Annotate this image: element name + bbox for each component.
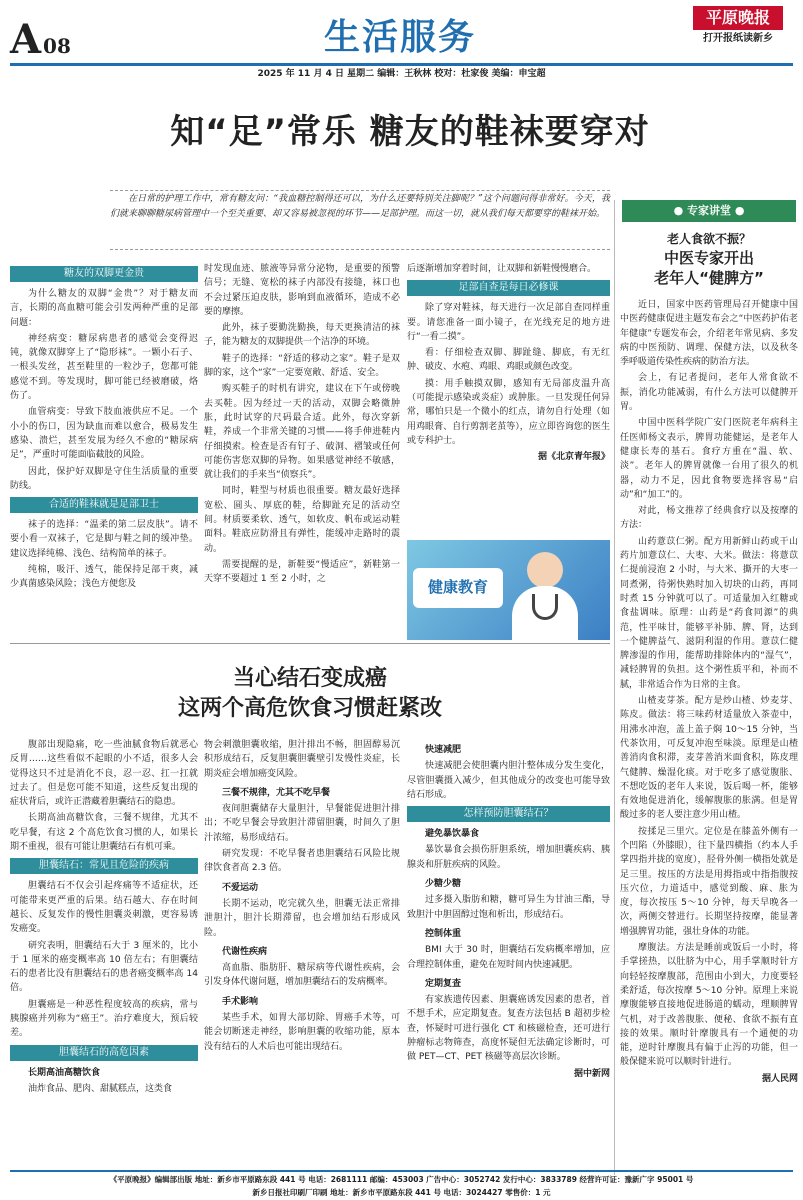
newspaper-logo bbox=[683, 6, 793, 56]
subheading: 少糖少糖 bbox=[425, 879, 462, 890]
page-num: 08 bbox=[43, 34, 71, 58]
article1-source: 据《北京青年报》 bbox=[537, 452, 610, 463]
paragraph: 油炸食品、肥肉、甜腻糕点，这类食 bbox=[28, 1083, 173, 1094]
footer-line2: 新乡日报社印刷厂印刷 地址：新乡市平原路东段 441 号 电话：3024427 零售价：1 元 bbox=[252, 1188, 551, 1197]
paragraph: 购买鞋子的时机有讲究，建议在下午或傍晚去买鞋。因为经过一天的活动，双脚会略微肿胀，此时试穿的尺码最合适。此外，每次穿新鞋，养成一个非常关键的习惯——将手伸进鞋内仔细摸索。检查是否有钉子、破洞、褶皱或任何可能伤害您双脚的异物。如果感觉神经不敏感，就让我们的手来当“侦察兵”。 bbox=[204, 384, 400, 481]
paragraph: 需要提醒的是，新鞋要“慢适应”，新鞋第一天穿不要超过 1 至 2 小时，之 bbox=[204, 559, 400, 585]
sidebar-para: 近日，国家中医药管理局召开健康中国中医药健康促进主题发布会之“中医药护佑老年健康”专题发布会，介绍老年常见病、多发病的中医预防、调理、保健方法，以及秋冬季呼吸道传染性疾病的防治方法。 bbox=[620, 300, 798, 368]
footer-rule bbox=[10, 1170, 793, 1172]
section-header: 怎样预防胆囊结石？ bbox=[407, 806, 610, 822]
paragraph: 暴饮暴食会损伤肝胆系统，增加胆囊疾病、胰腺炎和肝脏疾病的风险。 bbox=[407, 845, 610, 870]
article2-title bbox=[90, 664, 530, 724]
paragraph: BMI 大于 30 时，胆囊结石发病概率增加，应合理控制体重，避免在短时间内快速减肥。 bbox=[407, 945, 610, 970]
subheading: 控制体重 bbox=[425, 928, 462, 939]
section-header: 合适的鞋袜就是足部卫士 bbox=[10, 497, 198, 513]
paragraph: 后逐渐增加穿着时间，让双脚和新鞋慢慢磨合。 bbox=[407, 264, 597, 274]
section-title: 生活服务 bbox=[323, 17, 476, 58]
dateline: 2025 年 11 月 4 日 星期二 编辑：王秋林 校对：杜家俊 美编：申宝超 bbox=[257, 69, 546, 79]
article2-title-line1: 当心结石变成癌 bbox=[232, 666, 387, 691]
sidebar-subtitle: 老人食欲不振？ bbox=[666, 232, 751, 246]
subheading: 长期高油高糖饮食 bbox=[28, 1067, 101, 1078]
paragraph: 胆囊结石不仅会引起疼痛等不适症状，还可能带来更严重的后果。结石越大、存在时间越长、反复发作的慢性胆囊炎刺激，更容易诱发癌变。 bbox=[10, 881, 198, 935]
subheading: 代谢性疾病 bbox=[222, 946, 268, 957]
article2-col1 bbox=[10, 738, 198, 1166]
paragraph: 血管病变：导致下肢血液供应不足。一个小小的伤口，因为缺血而难以愈合，极易发生感染、溃烂，甚至发展为经久不愈的“糖尿病足”，严重时可能面临截肢的风险。 bbox=[10, 407, 198, 461]
lead-text: 在日常的护理工作中，常有糖友问：“我血糖控制得还可以，为什么还要特别关注脚呢？”这个问题问得非常好。今天，我们就来聊聊糖尿病管理中一个至关重要、却又容易被忽视的环节——足部护理。而这一切，就从我们每天都要穿的鞋袜开始。 bbox=[110, 194, 610, 219]
sidebar-para: 摩腹法。方法是睡前或饭后一小时，将手掌搓热，以肚脐为中心，用手掌顺时针方向轻轻按摩腹部，范围由小到大，力度要轻柔舒适，每次按摩 5～10 分钟。原理上来说摩腹能够直接地促进肠道的蠕动，理顺脾胃气机，对于改善腹胀、便秘、食欲不振有直接的效果。顺时针摩腹具有一个通便的功能，逆时针摩腹具有偏于止泻的功能，但一般保健来说可以顺时针进行。 bbox=[620, 943, 798, 1068]
section-letter: A bbox=[10, 16, 42, 63]
paragraph: 过多摄入脂肪和糖，糖可异生为甘油三酯，导致胆汁中胆固醇过饱和析出，形成结石。 bbox=[407, 895, 610, 920]
article1-col3 bbox=[407, 262, 610, 532]
subheading: 避免暴饮暴食 bbox=[425, 829, 480, 840]
page-number bbox=[10, 16, 71, 63]
sidebar-title1: 中医专家开出 bbox=[663, 249, 754, 267]
logo-slogan: 打开报纸读新乡 bbox=[703, 33, 773, 44]
section-header: 足部自查是每日必修课 bbox=[407, 280, 610, 296]
subheading: 手术影响 bbox=[222, 996, 259, 1007]
section-header: 糖友的双脚更金贵 bbox=[10, 266, 198, 282]
paragraph: 神经病变：糖尿病患者的感觉会变得迟钝，就像双脚穿上了“隐形袜”。一颗小石子、一根头发丝，甚至鞋里的一粒沙子，您都可能感觉不到。等发现时，脚可能已经被磨破，烙伤了。 bbox=[10, 333, 198, 402]
subheading: 定期复查 bbox=[425, 978, 462, 989]
header-rule bbox=[10, 63, 793, 66]
paragraph: 除了穿对鞋袜，每天进行一次足部自查同样重要。请您准备一面小镜子，在光线充足的地方进行“一看二摸”。 bbox=[407, 303, 610, 342]
stethoscope bbox=[532, 594, 558, 620]
sidebar-title2: 老年人“健脾方” bbox=[654, 269, 764, 287]
section-rule bbox=[10, 643, 610, 644]
article1-lead bbox=[110, 190, 610, 250]
sidebar-para: 对此，杨文推荐了经典食疗以及按摩的方法： bbox=[620, 506, 798, 531]
article1-col1 bbox=[10, 262, 198, 607]
paragraph: 时发现血迹、脓液等异常分泌物，是重要的预警信号；无缝、宽松的袜子内部没有接缝，袜口也不会过紧压迫皮肤，影响到血液循环，造成不必要的摩擦。 bbox=[204, 264, 400, 317]
subheading: 三餐不规律，尤其不吃早餐 bbox=[222, 787, 331, 798]
article2-col3 bbox=[407, 738, 610, 1166]
sidebar-badge: ● 专家讲堂 ● bbox=[622, 200, 796, 222]
logo-text: 平原晚报 bbox=[693, 6, 783, 30]
paragraph: 快速减肥会使胆囊内胆汁整体成分发生变化，尽管胆囊摄入减少，但其他成分的改变也可能导致结石形成。 bbox=[407, 761, 610, 800]
paragraph: 研究发现：不吃早餐者患胆囊结石风险比规律饮食者高 2.3 倍。 bbox=[204, 849, 400, 874]
subheading: 快速减肥 bbox=[425, 745, 462, 755]
page-header bbox=[0, 0, 803, 82]
paragraph: 某些手术，如胃大部切除、胃癌手术等，可能会切断迷走神经，影响胆囊的收缩功能，原本没有结石的人术后也可能出现结石。 bbox=[204, 1013, 400, 1052]
article1-col2 bbox=[204, 262, 400, 637]
paragraph: 胆囊癌是一种恶性程度较高的疾病，常与胰腺癌并列称为“癌王”。治疗难度大，预后较差。 bbox=[10, 999, 198, 1039]
paragraph: 高血脂、脂肪肝、糖尿病等代谢性疾病，会引发身体代谢问题，增加胆囊结石的发病概率。 bbox=[204, 963, 400, 988]
article2-col2 bbox=[204, 738, 400, 1166]
footer-line1: 《平原晚报》编辑部出版 地址：新乡市平原路东段 441 号 电话：2681111 邮编：453003 广告中心：3052742 发行中心：3833789 经营许可证：豫新广字 95001 号 bbox=[109, 1175, 694, 1184]
sidebar-divider bbox=[614, 200, 615, 1175]
image-label: 健康教育 bbox=[427, 578, 488, 596]
health-education-image bbox=[407, 540, 610, 640]
paragraph: 纯棉，吸汗、透气，能保持足部干爽，减少真菌感染风险；浅色方便您及 bbox=[10, 565, 198, 590]
sidebar-para: 会上，有记者提问，老年人常食欲不振，消化功能减弱，有什么方法可以健脾开胃。 bbox=[620, 373, 798, 413]
sidebar-para: 山楂麦芽茶。配方是炒山楂、炒麦芽、陈皮。做法：将三味药材适量放入茶壶中，用沸水冲泡，盖上盖子焖 10～15 分钟，当代茶饮用，可反复冲泡至味淡。原理是山楂善消肉食积滞，麦芽善消米面食积，陈皮理气健脾、燥湿化痰。对于吃多了感觉腹胀、不想吃饭的老年人来说，饭后喝一杯，能够有效地促进消化，缓解腹胀的胀满。但是胃酸过多的老人要注意少用山楂。 bbox=[620, 696, 798, 821]
paragraph: 此外，袜子要勤洗勤换，每天更换清洁的袜子，能为糖友的双脚提供一个洁净的环境。 bbox=[204, 323, 400, 348]
doctor-figure-head bbox=[527, 552, 563, 588]
section-header: 胆囊结石：常见且危险的疾病 bbox=[10, 858, 198, 874]
paragraph: 夜间胆囊储存大量胆汁，早餐能促进胆汁排出；不吃早餐会导致胆汁滞留胆囊，时间久了胆汁浓缩，易形成结石。 bbox=[204, 804, 400, 843]
paragraph: 长期高油高糖饮食，三餐不规律，尤其不吃早餐，有这 2 个高危饮食习惯的人，如果长期不重视，很有可能让胆囊结石有机可乘。 bbox=[10, 813, 198, 853]
paragraph: 摸：用手触摸双脚，感知有无局部皮温升高（可能提示感染或炎症）或肿胀。一旦发现任何异常，哪怕只是一个微小的红点，请勿自行处理（如用鸡眼膏、自行剪割老茧等），应立即咨询您的医生或专科护士。 bbox=[407, 378, 610, 446]
sidebar-para: 山药薏苡仁粥。配方用新鲜山药或干山药片加薏苡仁、大枣、大米。做法：将薏苡仁提前浸泡 2 小时，与大米、撕开的大枣一同煮粥，待粥快熟时加入切块的山药，再同时煮 15 分钟就可以了。可适量加入红糖或食盐调味。原理：山药是“药食同源”的典范，性平味甘，能够平补肺、脾、肾，达到一个健脾益气、滋阴利湿的作用。薏苡仁健脾渗湿的作用，能帮助排除体内的“湿气”，减轻脾胃的负担。这个粥性质平和，补而不腻，非常适合作为日常的主食。 bbox=[620, 536, 798, 690]
paragraph: 腹部出现隐痛，吃一些油腻食物后就恶心反胃……这些看似不起眼的小不适，很多人会觉得这只不过是消化不良，忍一忍、扛一扛就过去了。但是您可能不知道，这些反复出现的症状背后，或许正潜藏着胆囊结石的隐患。 bbox=[10, 740, 198, 808]
paragraph: 袜子的选择：“温柔的第二层皮肤”。请不要小看一双袜子，它是脚与鞋之间的缓冲垫。建议选择纯棉、浅色、结构简单的袜子。 bbox=[10, 520, 198, 559]
section-header: 胆囊结石的高危因素 bbox=[10, 1045, 198, 1061]
sidebar-para: 中国中医科学院广安门医院老年病科主任医师杨文表示，脾胃功能健运，是老年人健康长寿的基石。食疗方重在“温、软、淡”。老年人的脾胃就像一台用了很久的机器，动力不足，因此食物要选择容易“启动”和“加工”的。 bbox=[620, 418, 798, 500]
sidebar-para: 按揉足三里穴。定位是在膝盖外侧有一个凹陷（外膝眼），往下量四横指（约本人手掌四指并拢的宽度），胫骨外侧一横指处就是足三里。按压的方法是用拇指或中指指腹按压穴位，力道适中，感觉到酸、麻、胀为度，每次按压 5～10 分钟，每天早晚各一次，两侧交替进行。长期坚持按摩，能显著增强脾胃功能，强壮身体的功能。 bbox=[620, 826, 798, 937]
footer bbox=[0, 1173, 803, 1199]
article1-title: 知“足”常乐 糖友的鞋袜要穿对 bbox=[170, 112, 650, 152]
paragraph: 长期不运动，吃完就久坐，胆囊无法正常排泄胆汁，胆汁长期滞留，也会增加结石形成风险。 bbox=[204, 898, 400, 938]
article2-source: 据中新网 bbox=[573, 1068, 610, 1079]
paragraph: 同时，鞋型与材质也很重要。糖友最好选择宽松、圆头、厚底的鞋，给脚趾充足的活动空间。材质要柔软、透气，如软皮、帆布或运动鞋面料。鞋底应防滑且有弹性，能缓冲走路时的震动。 bbox=[204, 486, 400, 554]
paragraph: 为什么糖友的双脚“金贵”？对于糖友而言，长期的高血糖可能会引发两种严重的足部问题： bbox=[10, 289, 198, 328]
paragraph: 看：仔细检查双脚、脚趾缝、脚底，有无红肿、破皮、水疱、鸡眼、鸡眼或颜色改变。 bbox=[407, 348, 610, 373]
paragraph: 有家族遗传因素、胆囊癌诱发因素的患者，首不想手术，应定期复查。复查方法包括 B 超初步检查，怀疑时可进行强化 CT 和核磁检查，还可进行肿瘤标志物筛查，高度怀疑但无法确定诊断时，可做 PET—CT、PET 核磁等高层次诊断。 bbox=[407, 995, 610, 1063]
sidebar-expert bbox=[620, 200, 798, 1175]
article2-title-line2: 这两个高危饮食习惯赶紧改 bbox=[177, 696, 442, 721]
paragraph: 鞋子的选择：“舒适的移动之家”。鞋子是双脚的家，这个“家”一定要宽敞、舒适、安全。 bbox=[204, 353, 400, 379]
paragraph: 物会刺激胆囊收缩，胆汁排出不畅，胆固醇易沉积形成结石，反复胆囊胆囊壁引发慢性炎症，长期炎症会增加癌变风险。 bbox=[204, 740, 400, 779]
paragraph: 因此，保护好双脚是守住生活质量的重要防线。 bbox=[10, 466, 198, 491]
sidebar-source: 据人民网 bbox=[761, 1073, 798, 1084]
subheading: 不爱运动 bbox=[222, 882, 259, 893]
paragraph: 研究表明，胆囊结石大于 3 厘米的，比小于 1 厘米的癌变概率高 10 倍左右；有胆囊结石的患者比没有胆囊结石的患者癌变概率高 14 倍。 bbox=[10, 940, 198, 994]
